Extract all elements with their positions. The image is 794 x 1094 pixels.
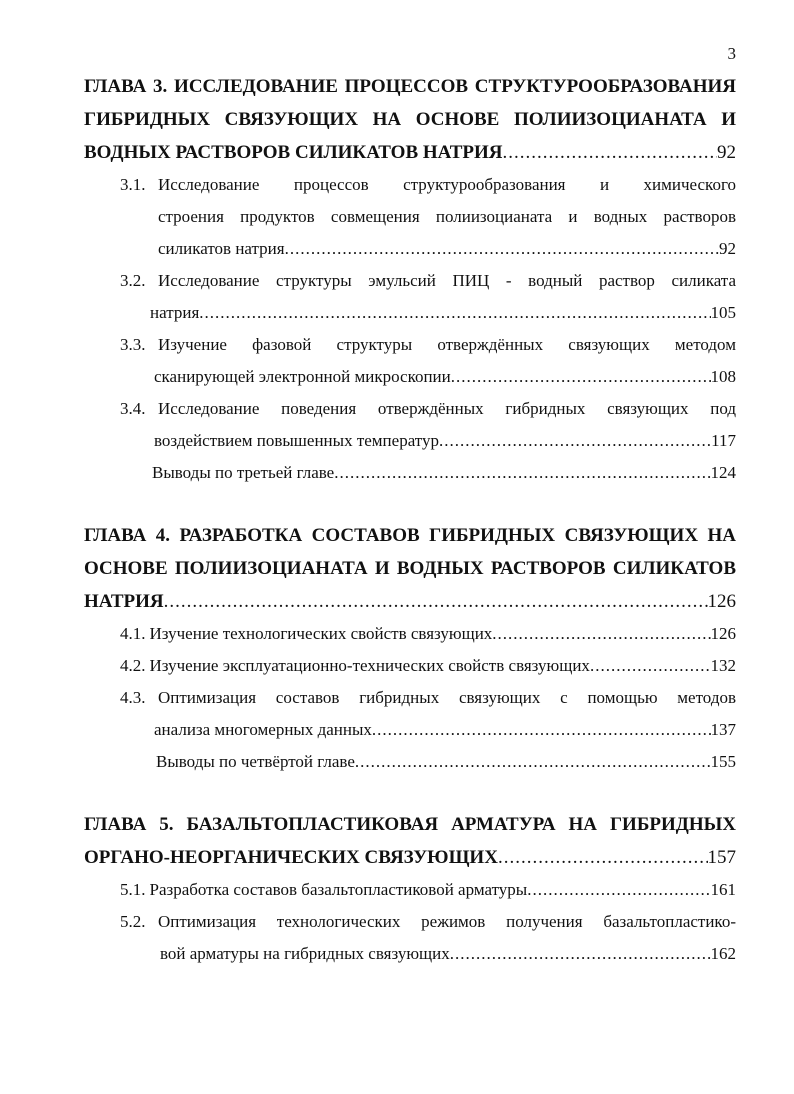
section-title-text: воздействием повышенных температур (154, 431, 439, 450)
section-title-text: Разработка составов базальтопластиковой арматуры (149, 880, 528, 899)
section-number: 3.2. (120, 271, 146, 290)
section-title-text: Изучение технологических свойств связующих (149, 624, 493, 643)
section-3-2[interactable] (120, 265, 736, 329)
section-number: 5.1. (120, 880, 146, 899)
leader-dots (492, 618, 710, 650)
section-title-last-line (160, 938, 736, 970)
chapter-title-line: ОСНОВЕ ПОЛИИЗОЦИАНАТА И ВОДНЫХ РАСТВОРОВ СИЛИКАТОВ (84, 558, 736, 579)
page-ref: 162 (710, 944, 736, 963)
chapter-summary[interactable] (152, 457, 736, 489)
summary-text: Выводы по третьей главе (152, 463, 335, 482)
page-ref: 137 (710, 720, 736, 739)
chapter-4 (84, 519, 736, 778)
page-ref: 157 (707, 847, 736, 868)
section-3-1[interactable] (120, 169, 736, 265)
leader-dots (334, 457, 710, 489)
section-title-text: сканирующей электронной микроскопии (154, 367, 451, 386)
section-title-last-line (150, 297, 736, 329)
chapter-summary[interactable] (156, 746, 736, 778)
leader-dots (450, 938, 711, 970)
leader-dots (451, 361, 711, 393)
section-title-line: строения продуктов совмещения полиизоцианата и водных растворов (158, 207, 736, 226)
section-4-2[interactable] (120, 650, 736, 682)
page-ref: 155 (710, 752, 736, 771)
section-3-3[interactable] (120, 329, 736, 393)
page-ref: 124 (710, 463, 736, 482)
section-title-text: силикатов натрия (158, 239, 285, 258)
page-ref: 92 (717, 142, 736, 163)
page-ref: 105 (710, 303, 736, 322)
section-3-4[interactable] (120, 393, 736, 457)
chapter-5 (84, 808, 736, 970)
section-number: 5.2. (120, 912, 146, 931)
section-title-last-line (154, 714, 736, 746)
section-title-line: Исследование структуры эмульсий ПИЦ - водный раствор силиката (158, 271, 736, 290)
chapter-title-line: ГЛАВА 4. РАЗРАБОТКА СОСТАВОВ ГИБРИДНЫХ СВЯЗУЮЩИХ НА (84, 525, 736, 546)
chapter-title-line: ГЛАВА 5. БАЗАЛЬТОПЛАСТИКОВАЯ АРМАТУРА НА ГИБРИДНЫХ (84, 814, 736, 835)
section-4-3[interactable] (120, 682, 736, 746)
section-4-1[interactable] (120, 618, 736, 650)
leader-dots (164, 585, 708, 618)
page-number: 3 (727, 44, 736, 63)
leader-dots (527, 874, 710, 906)
page-ref: 132 (710, 656, 736, 675)
summary-text: Выводы по четвёртой главе (156, 752, 355, 771)
chapter-title (84, 70, 736, 136)
leader-dots (439, 425, 711, 457)
chapter-title-line: ГИБРИДНЫХ СВЯЗУЮЩИХ НА ОСНОВЕ ПОЛИИЗОЦИАНАТА И (84, 109, 736, 130)
chapter-title-last-line[interactable] (84, 585, 736, 618)
page-ref: 161 (710, 880, 736, 899)
section-title-last-line (154, 425, 736, 457)
section-5-1[interactable] (120, 874, 736, 906)
section-title-line: Оптимизация составов гибридных связующих с помощью методов (158, 688, 736, 707)
page-ref: 117 (711, 431, 736, 450)
section-title-last-line (158, 233, 736, 265)
page-ref: 126 (710, 624, 736, 643)
leader-dots (502, 136, 717, 169)
chapter-title-last-line[interactable] (84, 136, 736, 169)
leader-dots (285, 233, 719, 265)
section-title-text: вой арматуры на гибридных связующих (160, 944, 450, 963)
section-title-last-line (154, 361, 736, 393)
page-ref: 108 (710, 367, 736, 386)
chapter-title-text: ОРГАНО-НЕОРГАНИЧЕСКИХ СВЯЗУЮЩИХ (84, 847, 498, 868)
section-5-2[interactable] (120, 906, 736, 970)
section-number: 3.3. (120, 335, 146, 354)
section-number: 3.1. (120, 175, 146, 194)
chapter-title (84, 519, 736, 585)
section-title-line: Исследование поведения отверждённых гибридных связующих под (158, 399, 736, 418)
section-title-line: Изучение фазовой структуры отверждённых связующих методом (158, 335, 736, 354)
leader-dots (355, 746, 711, 778)
chapter-title (84, 808, 736, 841)
chapter-title-text: ВОДНЫХ РАСТВОРОВ СИЛИКАТОВ НАТРИЯ (84, 142, 503, 163)
leader-dots (199, 297, 710, 329)
page-ref: 126 (707, 591, 736, 612)
section-title-text: анализа многомерных данных (154, 720, 372, 739)
section-title-text: натрия (150, 303, 200, 322)
leader-dots (372, 714, 711, 746)
section-title-line: Оптимизация технологических режимов получения базальтопластико- (158, 912, 736, 931)
chapter-title-last-line[interactable] (84, 841, 736, 874)
leader-dots (498, 841, 708, 874)
chapter-3 (84, 70, 736, 489)
section-number: 4.3. (120, 688, 146, 707)
chapter-title-line: ГЛАВА 3. ИССЛЕДОВАНИЕ ПРОЦЕССОВ СТРУКТУРООБРАЗОВАНИЯ (84, 76, 736, 97)
section-number: 4.2. (120, 656, 146, 675)
section-number: 4.1. (120, 624, 146, 643)
leader-dots (590, 650, 711, 682)
section-title-line: Исследование процессов структурообразования и химического (158, 175, 736, 194)
chapter-title-text: НАТРИЯ (84, 591, 164, 612)
section-number: 3.4. (120, 399, 146, 418)
table-of-contents (84, 70, 736, 1000)
section-title-text: Изучение эксплуатационно-технических свойств связующих (149, 656, 590, 675)
page-ref: 92 (719, 239, 736, 258)
